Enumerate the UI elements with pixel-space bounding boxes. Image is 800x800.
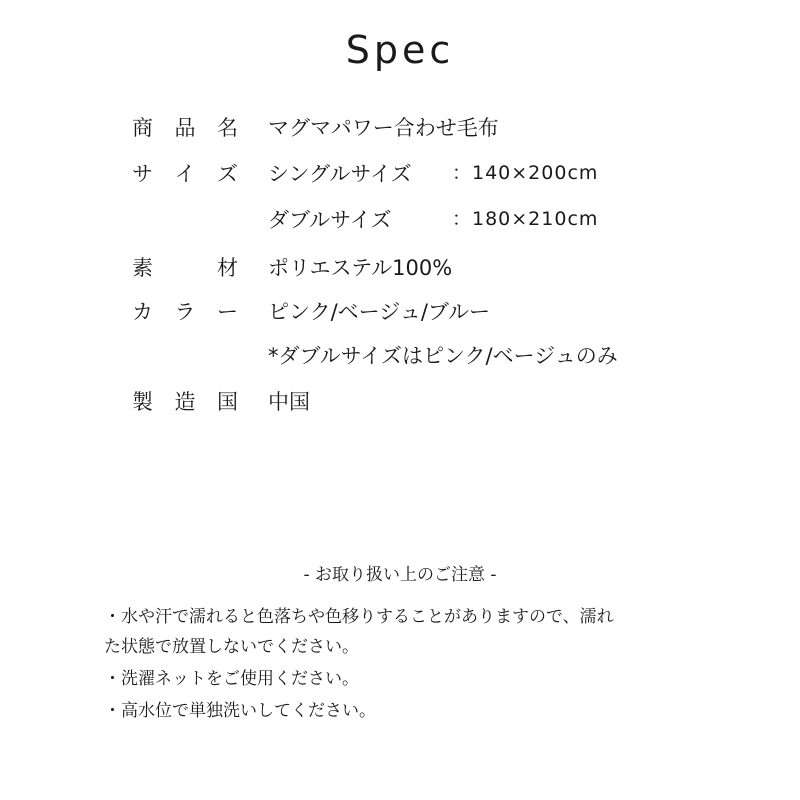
spec-row-color	[0, 296, 800, 332]
value-size-single: シングルサイズ	[268, 162, 412, 186]
label-char: 品	[174, 116, 196, 140]
notice-line: ・洗濯ネットをご使用ください。	[104, 669, 359, 689]
label-char: ー	[217, 300, 238, 324]
label-char: ラ	[174, 300, 196, 324]
spec-row-product-name	[0, 112, 800, 148]
label-char: サ	[132, 162, 153, 186]
notice-line: ・高水位で単独洗いしてください。	[104, 701, 376, 721]
spec-row-size-double	[0, 204, 800, 240]
label-product-name	[132, 112, 238, 142]
label-size	[132, 158, 238, 188]
label-char: 名	[217, 116, 238, 140]
label-char: イ	[174, 162, 196, 186]
label-origin	[132, 386, 238, 416]
value-color-note: *ダブルサイズはピンク/ベージュのみ	[268, 344, 618, 368]
label-char: 造	[174, 390, 196, 414]
label-char: 国	[217, 390, 238, 414]
value-color: ピンク/ベージュ/ブルー	[268, 300, 491, 324]
label-material	[132, 252, 238, 282]
value-size-double-dimensions: ：180×210cm	[452, 208, 599, 230]
label-char: カ	[132, 300, 153, 324]
spec-row-origin	[0, 386, 800, 422]
page-title: Spec	[345, 28, 455, 72]
label-char: 商	[132, 116, 153, 140]
value-material: ポリエステル100%	[268, 256, 453, 280]
label-char: 材	[217, 256, 238, 280]
value-origin: 中国	[268, 390, 310, 414]
spec-row-size-single	[0, 158, 800, 194]
label-char: 製	[132, 390, 153, 414]
value-size-single-dimensions: ：140×200cm	[452, 162, 599, 184]
spec-row-color-note	[0, 340, 800, 376]
label-color	[132, 296, 238, 326]
value-size-double: ダブルサイズ	[268, 208, 392, 232]
label-char: ズ	[217, 162, 238, 186]
notice-title: - お取り扱い上のご注意 -	[303, 565, 497, 585]
notice-line: ・水や汗で濡れると色落ちや色移りすることがありますので、濡れ	[104, 607, 614, 627]
value-product-name: マグマパワー合わせ毛布	[268, 116, 499, 140]
notice-line: た状態で放置しないでください。	[104, 637, 359, 657]
spec-row-material	[0, 252, 800, 288]
label-char: 素	[132, 256, 153, 280]
